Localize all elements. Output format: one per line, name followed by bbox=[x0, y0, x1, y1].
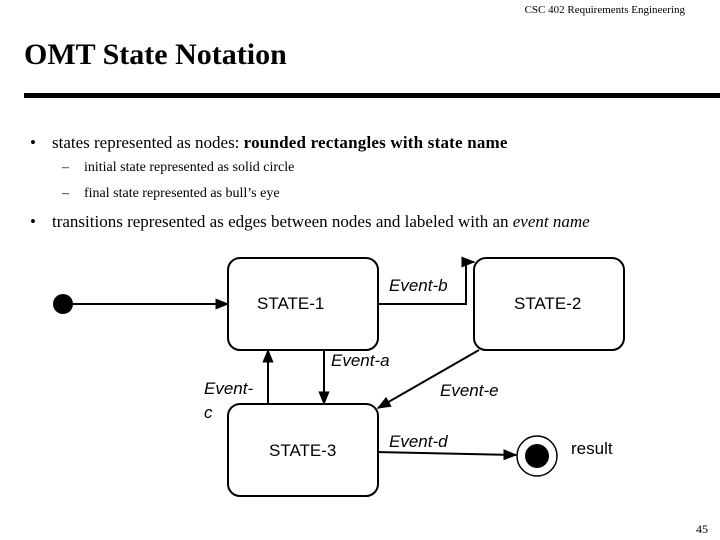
event-d-label: Event-d bbox=[389, 432, 448, 451]
final-state-inner-dot bbox=[525, 444, 549, 468]
sub-bullet-initial-text: initial state represented as solid circle bbox=[84, 160, 295, 175]
slide-title: OMT State Notation bbox=[24, 38, 287, 71]
sub-bullet-final-text: final state represented as bull’s eye bbox=[84, 186, 280, 201]
initial-state-circle bbox=[53, 294, 73, 314]
bullet-states-emphasis: rounded rectangles with state name bbox=[243, 133, 508, 152]
final-state-label: result bbox=[571, 439, 613, 458]
sub-bullet-marker: – bbox=[62, 186, 69, 201]
bullet-transitions-text: transitions represented as edges between nodes and labeled with an bbox=[52, 212, 513, 231]
event-e-label: Event-e bbox=[440, 381, 499, 400]
state-1-label: STATE-1 bbox=[257, 294, 325, 313]
course-header: CSC 402 Requirements Engineering bbox=[524, 4, 685, 16]
sub-bullet-marker: – bbox=[62, 160, 69, 175]
event-c-label-line1: Event- bbox=[204, 379, 254, 398]
bullet-marker: • bbox=[30, 212, 36, 231]
event-a-label: Event-a bbox=[331, 351, 390, 370]
event-c-label-line2: c bbox=[204, 403, 213, 422]
bullet-transitions-emphasis: event name bbox=[512, 212, 590, 231]
state-2-label: STATE-2 bbox=[514, 294, 582, 313]
page-number: 45 bbox=[696, 522, 708, 536]
event-b-label: Event-b bbox=[389, 276, 448, 295]
bullet-states-text: states represented as nodes: bbox=[52, 133, 244, 152]
event-d-arrow bbox=[378, 452, 516, 455]
bullet-marker: • bbox=[30, 133, 36, 152]
state-3-label: STATE-3 bbox=[269, 441, 337, 460]
